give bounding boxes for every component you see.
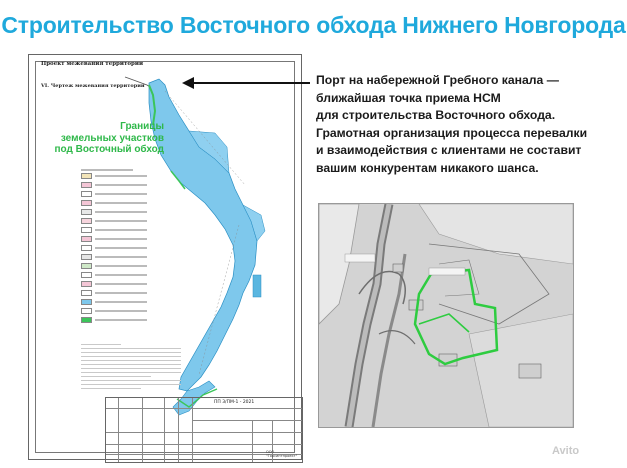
legend-row (81, 218, 153, 225)
map-inset-drawing (319, 204, 573, 427)
legend-row (81, 182, 153, 189)
legend-row (81, 191, 153, 198)
legend-row (81, 308, 153, 315)
legend-title-bar (81, 169, 133, 171)
avito-watermark: Avito (552, 445, 580, 457)
legend-row (81, 290, 153, 297)
map-inset (318, 203, 574, 428)
title-block-organization: ООО "Горсинтпроект" (266, 450, 298, 458)
title-block-code: ПП 3/ПМ-1 - 2021 (214, 400, 255, 405)
building (519, 364, 541, 378)
map-label (429, 268, 465, 275)
legend-row (81, 299, 153, 306)
legend-row (81, 236, 153, 243)
sheet-header-title: Проект межевания территории (41, 61, 144, 67)
blue-plot (253, 275, 261, 297)
legend-row (81, 200, 153, 207)
legend (81, 169, 153, 329)
highlighted-parcel-inner (419, 314, 469, 332)
land-area (419, 204, 573, 264)
legend-row (81, 317, 153, 324)
legend-row (81, 209, 153, 216)
sheet-drawing-title: VI. Чертеж межевания территории (41, 83, 145, 89)
parcel-boundaries-callout: Границы земельных участков под Восточный обход (54, 121, 164, 155)
legend-row (81, 227, 153, 234)
legend-row (81, 173, 153, 180)
road (349, 204, 389, 427)
drawing-sheet (28, 54, 302, 460)
legend-row (81, 281, 153, 288)
map-label (345, 254, 375, 262)
legend-row (81, 254, 153, 261)
legend-row (81, 272, 153, 279)
port-description: Порт на набережной Гребного канала — ближайшая точка приема НСМ для строительства Восточного обхода. Грамотная организация процесса перевалки и взаимодействия с клиентами не составит вашим конкурентам никакого шанса. (316, 73, 588, 175)
land-area (319, 204, 359, 324)
page-title: Строительство Восточного обхода Нижнего Новгорода (1, 12, 626, 38)
legend-row (81, 245, 153, 252)
road-loop (379, 331, 415, 344)
legend-row (81, 263, 153, 270)
drawing-notes (81, 341, 181, 389)
building (393, 264, 403, 272)
pointer-arrow (182, 74, 312, 94)
title-block (105, 397, 303, 463)
